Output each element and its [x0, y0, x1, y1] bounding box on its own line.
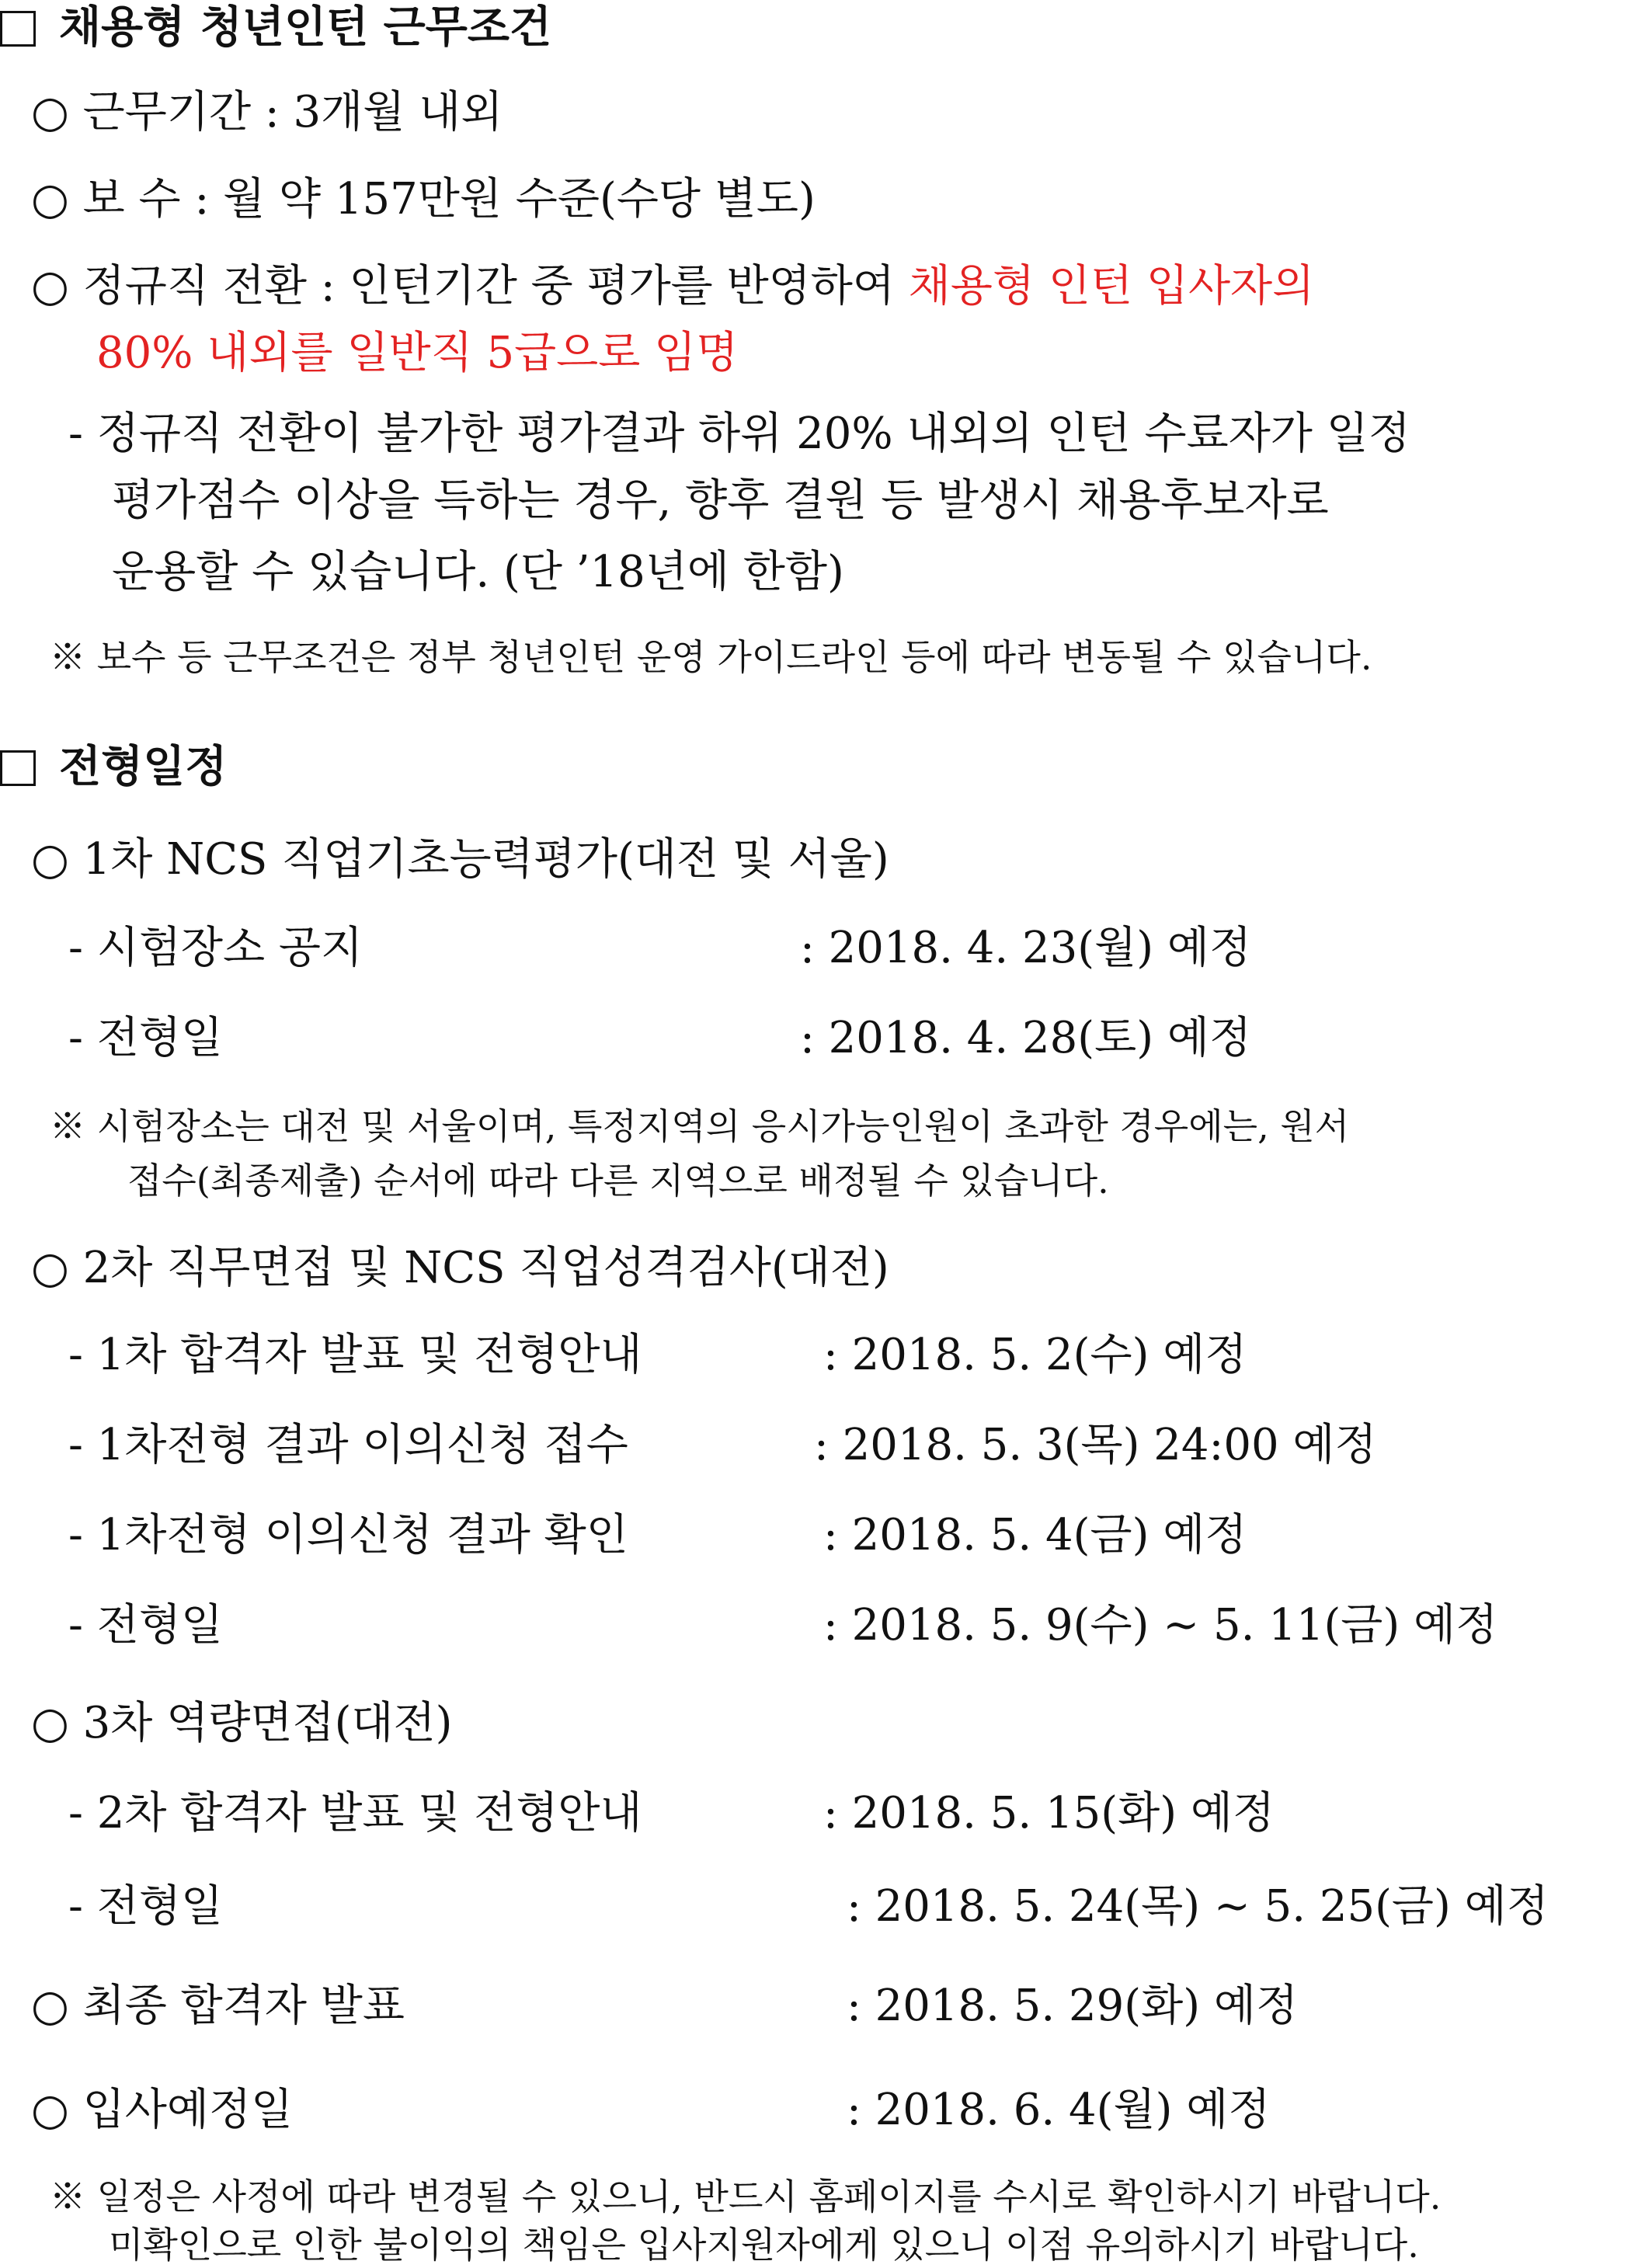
conversion-sub-line-2: 평가점수 이상을 득하는 경우, 향후 결원 등 발생시 채용후보자로 — [112, 475, 1329, 526]
regular-conversion-highlight-2: 80% 내외를 일반직 5급으로 임명 — [96, 328, 739, 378]
round3-item1-label: - 2차 합격자 발표 및 전형안내 — [68, 1788, 642, 1838]
round1-note-line-1: ※ 시험장소는 대전 및 서울이며, 특정지역의 응시가능인원이 초과한 경우에는, 원서 — [50, 1105, 1350, 1147]
checkbox-square-icon — [0, 11, 36, 47]
pay: ○ 보 수 : 월 약 157만원 수준(수당 별도) — [31, 174, 816, 224]
round1-item2-value: : 2018. 4. 28(토) 예정 — [800, 1013, 1252, 1063]
round2-item4-value: : 2018. 5. 9(수) ~ 5. 11(금) 예정 — [823, 1600, 1498, 1651]
join-date-label: ○ 입사예정일 — [31, 2085, 294, 2135]
round2-item3-label: - 1차전형 이의신청 결과 확인 — [68, 1510, 628, 1560]
round3-item2-value: : 2018. 5. 24(목) ~ 5. 25(금) 예정 — [847, 1881, 1549, 1932]
round2-item3-value: : 2018. 5. 4(금) 예정 — [823, 1510, 1247, 1560]
round2-item1-label: - 1차 합격자 발표 및 전형안내 — [68, 1330, 642, 1380]
section-title-text: 채용형 청년인턴 근무조건 — [59, 2, 552, 53]
round2-item2-label: - 1차전형 결과 이의신청 접수 — [68, 1420, 628, 1470]
round1-item1-value: : 2018. 4. 23(월) 예정 — [800, 923, 1252, 973]
section-title-text: 전형일정 — [59, 741, 228, 792]
round1-head: ○ 1차 NCS 직업기초능력평가(대전 및 서울) — [31, 834, 889, 885]
conversion-sub-line-3: 운용할 수 있습니다. (단 ’18년에 한함) — [112, 547, 844, 597]
round1-item1-label: - 시험장소 공지 — [68, 923, 363, 973]
round2-item1-value: : 2018. 5. 2(수) 예정 — [823, 1330, 1247, 1380]
round2-item4-label: - 전형일 — [68, 1600, 224, 1651]
section-title-schedule — [0, 739, 227, 794]
pay-note: ※ 보수 등 근무조건은 정부 청년인턴 운영 가이드라인 등에 따라 변동될 수 있습니다. — [50, 636, 1372, 678]
round2-item2-value: : 2018. 5. 3(목) 24:00 예정 — [814, 1420, 1377, 1470]
round2-head: ○ 2차 직무면접 및 NCS 직업성격검사(대전) — [31, 1243, 889, 1293]
regular-conversion-text: ○ 정규직 전환 : 인턴기간 중 평가를 반영하여 — [31, 261, 909, 311]
schedule-notice-line-1: ※ 일정은 사정에 따라 변경될 수 있으니, 반드시 홈페이지를 수시로 확인하시기 바랍니다. — [50, 2176, 1442, 2218]
schedule-notice-line-2: 미확인으로 인한 불이익의 책임은 입사지원자에게 있으니 이점 유의하시기 바랍니다. — [109, 2224, 1419, 2266]
regular-conversion — [31, 259, 1650, 314]
work-period: ○ 근무기간 : 3개월 내외 — [31, 87, 503, 137]
join-date-value: : 2018. 6. 4(월) 예정 — [847, 2085, 1271, 2135]
round3-head: ○ 3차 역량면접(대전) — [31, 1698, 453, 1748]
conversion-sub-line-1: - 정규직 전환이 불가한 평가결과 하위 20% 내외의 인턴 수료자가 일정 — [68, 409, 1410, 459]
round1-note-line-2: 접수(최종제출) 순서에 따라 다른 지역으로 배정될 수 있습니다. — [127, 1160, 1109, 1202]
round3-item2-label: - 전형일 — [68, 1881, 224, 1932]
round3-item1-value: : 2018. 5. 15(화) 예정 — [823, 1788, 1275, 1838]
section-title-work-conditions — [0, 0, 551, 54]
regular-conversion-highlight-1: 채용형 인턴 입사자의 — [908, 261, 1315, 311]
final-announcement-value: : 2018. 5. 29(화) 예정 — [847, 1981, 1299, 2031]
round1-item2-label: - 전형일 — [68, 1013, 224, 1063]
checkbox-square-icon — [0, 750, 36, 786]
final-announcement-label: ○ 최종 합격자 발표 — [31, 1981, 405, 2031]
